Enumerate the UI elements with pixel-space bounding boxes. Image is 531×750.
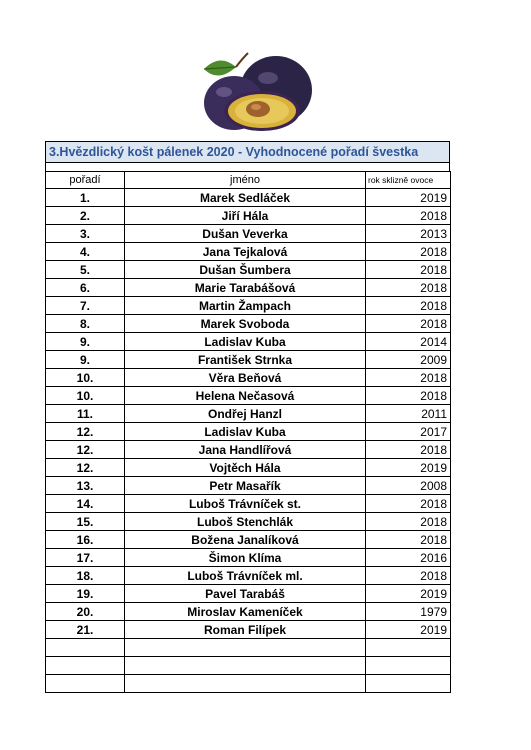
year-cell: 2019 bbox=[366, 189, 451, 207]
rank-cell: 5. bbox=[46, 261, 125, 279]
name-cell: Jana Tejkalová bbox=[125, 243, 366, 261]
year-cell: 2018 bbox=[366, 243, 451, 261]
year-cell: 2019 bbox=[366, 621, 451, 639]
name-cell: Roman Filípek bbox=[125, 621, 366, 639]
rank-cell: 4. bbox=[46, 243, 125, 261]
rank-cell: 17. bbox=[46, 549, 125, 567]
rank-cell: 10. bbox=[46, 369, 125, 387]
year-cell: 2016 bbox=[366, 549, 451, 567]
rank-cell: 11. bbox=[46, 405, 125, 423]
rank-cell: 3. bbox=[46, 225, 125, 243]
name-cell: Šimon Klíma bbox=[125, 549, 366, 567]
year-cell: 2018 bbox=[366, 495, 451, 513]
table-row bbox=[46, 477, 451, 495]
year-cell: 2011 bbox=[366, 405, 451, 423]
rank-cell: 8. bbox=[46, 315, 125, 333]
rank-cell: 18. bbox=[46, 567, 125, 585]
year-cell: 2018 bbox=[366, 297, 451, 315]
header-rank: pořadí bbox=[46, 172, 125, 189]
header-year: rok sklizně ovoce bbox=[366, 172, 451, 189]
rank-cell bbox=[46, 639, 125, 657]
table-row bbox=[46, 225, 451, 243]
table-row bbox=[46, 459, 451, 477]
rank-cell: 7. bbox=[46, 297, 125, 315]
year-cell: 2008 bbox=[366, 477, 451, 495]
name-cell: Jiří Hála bbox=[125, 207, 366, 225]
table-row bbox=[46, 369, 451, 387]
year-cell: 2018 bbox=[366, 261, 451, 279]
year-cell: 2018 bbox=[366, 441, 451, 459]
name-cell: Věra Beňová bbox=[125, 369, 366, 387]
table-row bbox=[46, 621, 451, 639]
name-cell bbox=[125, 675, 366, 693]
name-cell: Božena Janalíková bbox=[125, 531, 366, 549]
name-cell: Marek Sedláček bbox=[125, 189, 366, 207]
table-row bbox=[46, 351, 451, 369]
table-row bbox=[46, 531, 451, 549]
rank-cell: 19. bbox=[46, 585, 125, 603]
name-cell: Petr Masařík bbox=[125, 477, 366, 495]
year-cell bbox=[366, 657, 451, 675]
name-cell: Helena Nečasová bbox=[125, 387, 366, 405]
year-cell: 2018 bbox=[366, 315, 451, 333]
spacer-row bbox=[45, 163, 450, 171]
name-cell: Jana Handlířová bbox=[125, 441, 366, 459]
year-cell: 2018 bbox=[366, 369, 451, 387]
results-table bbox=[45, 171, 451, 693]
table-row bbox=[46, 675, 451, 693]
table-row bbox=[46, 549, 451, 567]
table-row bbox=[46, 405, 451, 423]
name-cell: František Strnka bbox=[125, 351, 366, 369]
table-row bbox=[46, 657, 451, 675]
table-row bbox=[46, 315, 451, 333]
name-cell: Miroslav Kameníček bbox=[125, 603, 366, 621]
year-cell: 2017 bbox=[366, 423, 451, 441]
rank-cell: 12. bbox=[46, 423, 125, 441]
year-cell bbox=[366, 639, 451, 657]
rank-cell: 6. bbox=[46, 279, 125, 297]
name-cell: Dušan Šumbera bbox=[125, 261, 366, 279]
year-cell: 1979 bbox=[366, 603, 451, 621]
table-row bbox=[46, 639, 451, 657]
name-cell: Martin Žampach bbox=[125, 297, 366, 315]
table-row bbox=[46, 243, 451, 261]
year-cell: 2018 bbox=[366, 531, 451, 549]
rank-cell: 9. bbox=[46, 351, 125, 369]
rank-cell: 21. bbox=[46, 621, 125, 639]
table-row bbox=[46, 585, 451, 603]
name-cell: Vojtěch Hála bbox=[125, 459, 366, 477]
table-row bbox=[46, 441, 451, 459]
year-cell: 2018 bbox=[366, 567, 451, 585]
table-row bbox=[46, 189, 451, 207]
table-row bbox=[46, 261, 451, 279]
rank-cell: 10. bbox=[46, 387, 125, 405]
table-row bbox=[46, 387, 451, 405]
rank-cell: 14. bbox=[46, 495, 125, 513]
table-row bbox=[46, 279, 451, 297]
name-cell bbox=[125, 657, 366, 675]
results-sheet bbox=[45, 141, 450, 693]
table-row bbox=[46, 513, 451, 531]
name-cell: Luboš Trávníček st. bbox=[125, 495, 366, 513]
table-row bbox=[46, 567, 451, 585]
rank-cell: 12. bbox=[46, 441, 125, 459]
header-name: jméno bbox=[125, 172, 366, 189]
name-cell: Luboš Stenchlák bbox=[125, 513, 366, 531]
year-cell: 2009 bbox=[366, 351, 451, 369]
name-cell: Pavel Tarabáš bbox=[125, 585, 366, 603]
name-cell: Ladislav Kuba bbox=[125, 333, 366, 351]
rank-cell: 20. bbox=[46, 603, 125, 621]
table-row bbox=[46, 207, 451, 225]
year-cell: 2019 bbox=[366, 459, 451, 477]
year-cell: 2018 bbox=[366, 279, 451, 297]
table-row bbox=[46, 423, 451, 441]
sheet-title: 3.Hvězdlický košt pálenek 2020 - Vyhodnocené pořadí švestka bbox=[45, 141, 450, 163]
rank-cell: 12. bbox=[46, 459, 125, 477]
table-row bbox=[46, 297, 451, 315]
header-row bbox=[46, 172, 451, 189]
name-cell: Dušan Veverka bbox=[125, 225, 366, 243]
name-cell: Ladislav Kuba bbox=[125, 423, 366, 441]
table-row bbox=[46, 603, 451, 621]
year-cell: 2019 bbox=[366, 585, 451, 603]
rank-cell bbox=[46, 675, 125, 693]
name-cell: Marek Svoboda bbox=[125, 315, 366, 333]
year-cell: 2018 bbox=[366, 387, 451, 405]
rank-cell: 15. bbox=[46, 513, 125, 531]
name-cell: Luboš Trávníček ml. bbox=[125, 567, 366, 585]
rank-cell: 13. bbox=[46, 477, 125, 495]
name-cell bbox=[125, 639, 366, 657]
rank-cell: 9. bbox=[46, 333, 125, 351]
table-row bbox=[46, 495, 451, 513]
rank-cell bbox=[46, 657, 125, 675]
rank-cell: 2. bbox=[46, 207, 125, 225]
year-cell: 2013 bbox=[366, 225, 451, 243]
year-cell: 2018 bbox=[366, 207, 451, 225]
name-cell: Marie Tarabášová bbox=[125, 279, 366, 297]
plum-image bbox=[192, 45, 316, 133]
year-cell: 2014 bbox=[366, 333, 451, 351]
table-row bbox=[46, 333, 451, 351]
year-cell: 2018 bbox=[366, 513, 451, 531]
rank-cell: 16. bbox=[46, 531, 125, 549]
year-cell bbox=[366, 675, 451, 693]
name-cell: Ondřej Hanzl bbox=[125, 405, 366, 423]
rank-cell: 1. bbox=[46, 189, 125, 207]
